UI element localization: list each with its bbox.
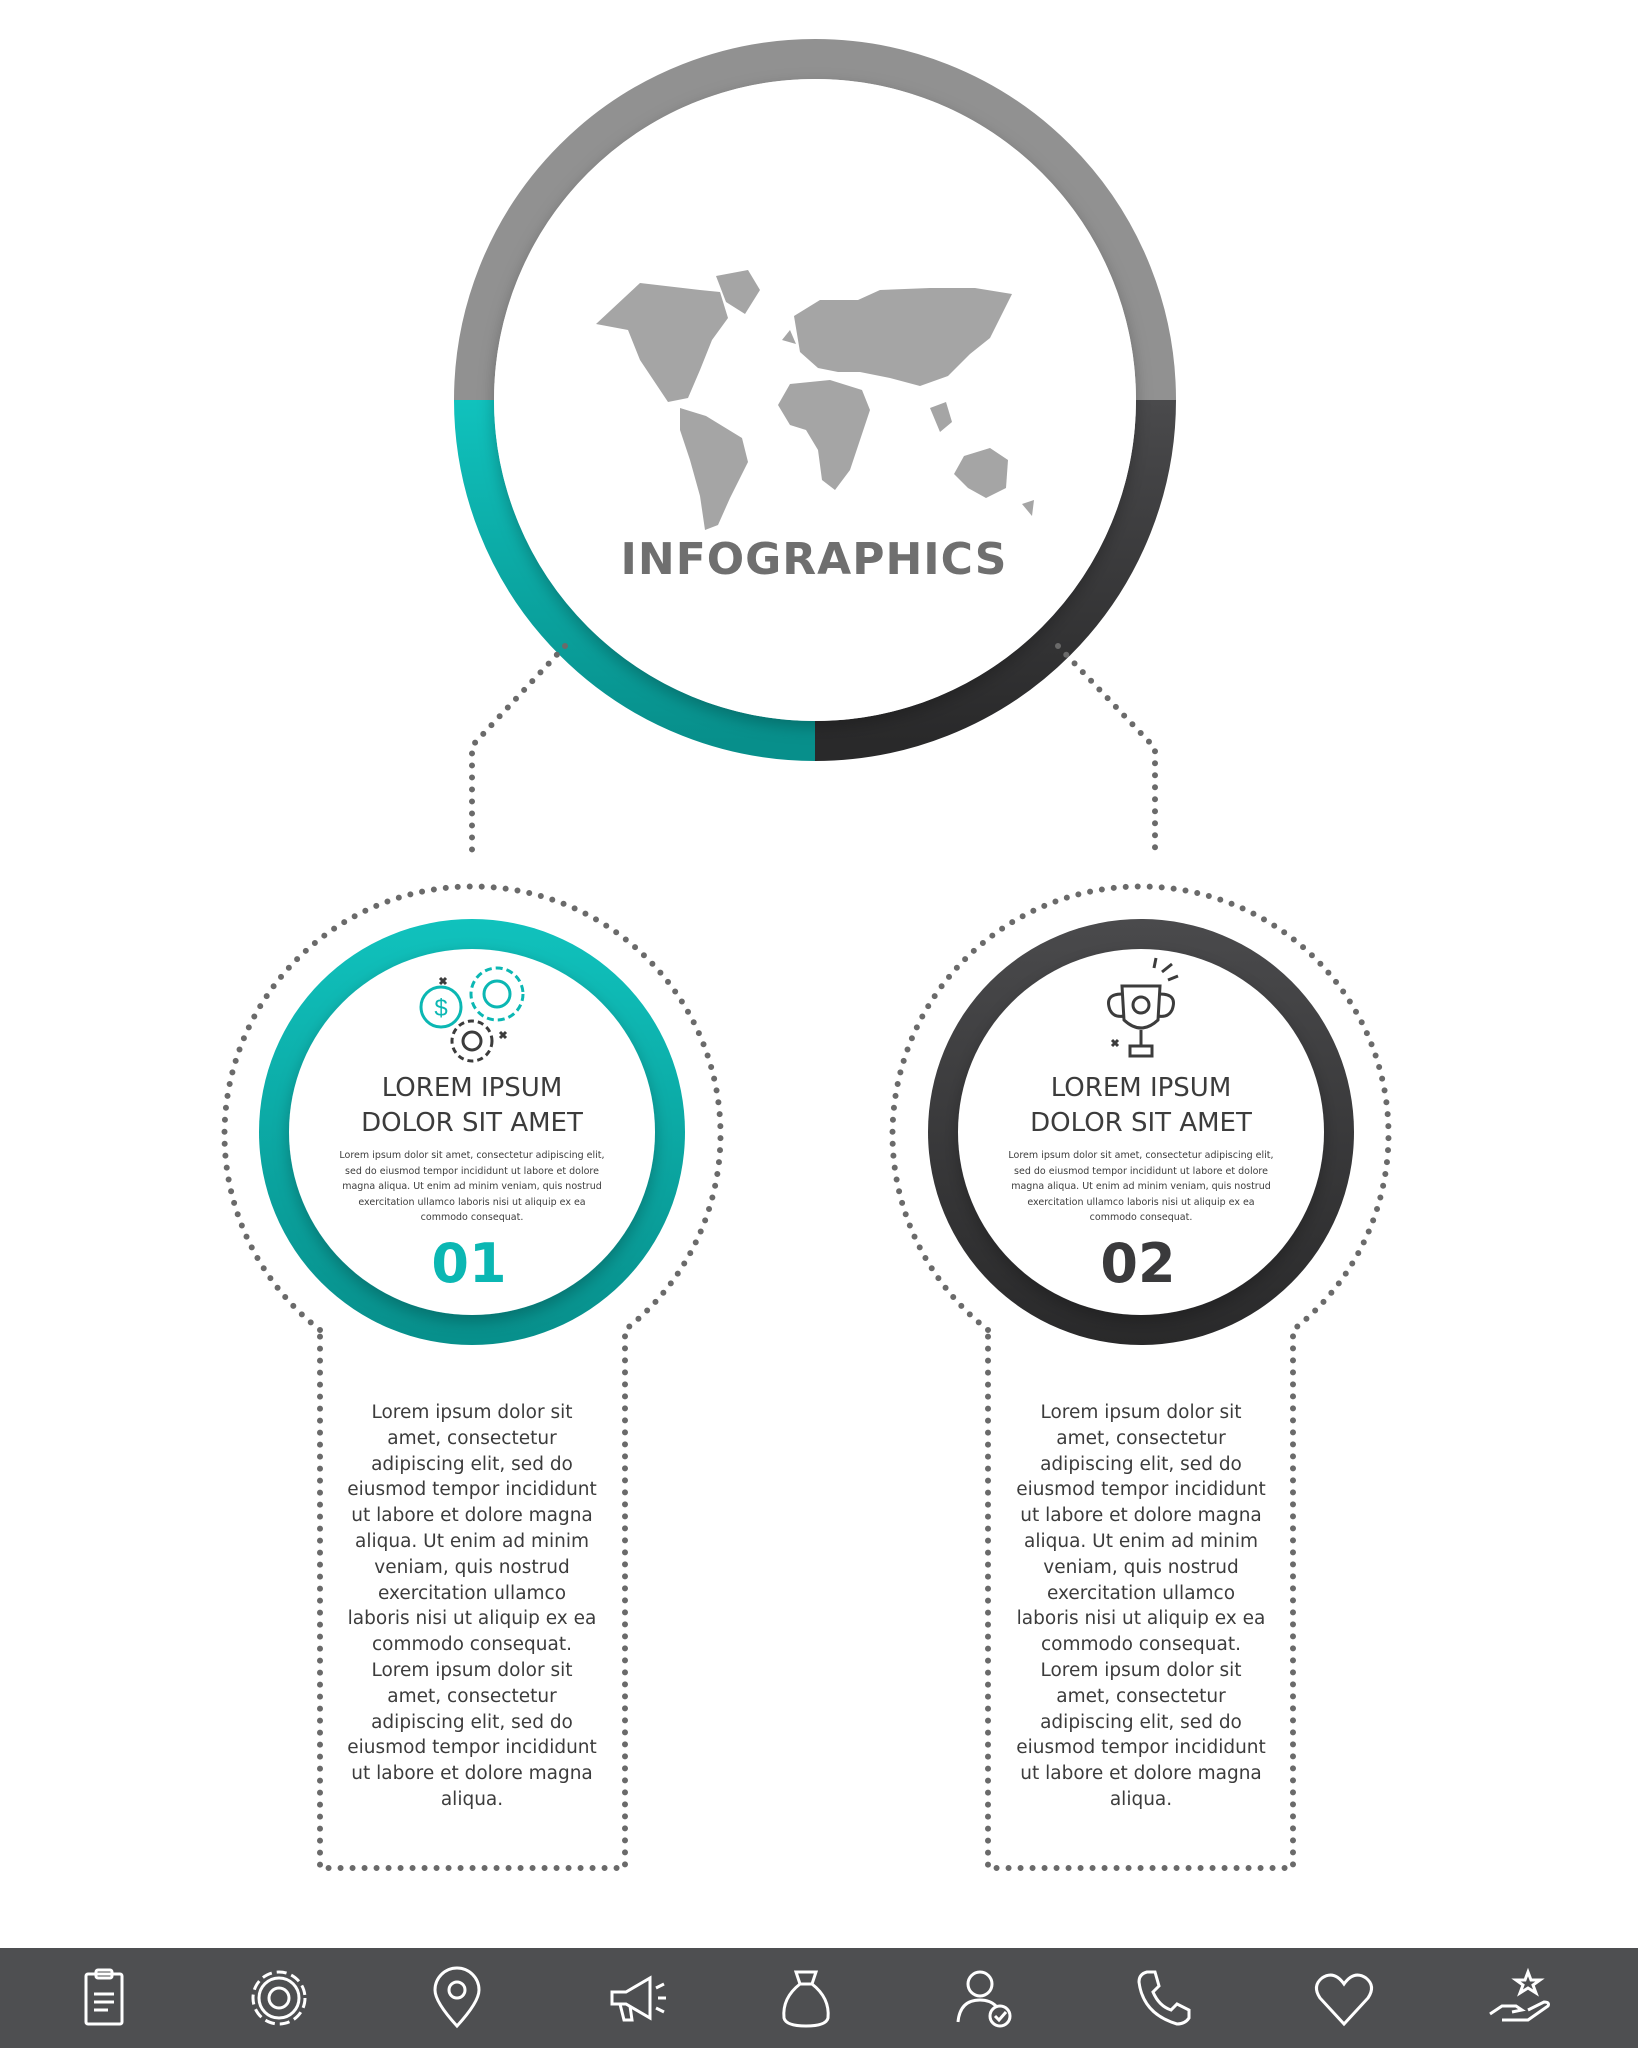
card-1-title (322, 1071, 622, 1141)
main-title: INFOGRAPHICS (620, 534, 1008, 585)
phone-icon[interactable] (1127, 1962, 1199, 2034)
clipboard-icon[interactable] (68, 1962, 140, 2034)
money-bag-icon[interactable] (770, 1962, 842, 2034)
card-2-long-text: Lorem ipsum dolor sit amet, consectetur adipiscing elit, sed do eiusmod tempor incididunt ut labore et dolore magna aliqua. Ut enim ad minim veniam, quis nostrud exercitation ullamco laboris nisi ut aliquip ex ea commodo consequat. Lorem ipsum dolor sit amet, consectetur adipiscing elit, sed do eiusmod tempor incididunt ut labore et dolore magna aliqua. (1016, 1402, 1266, 1810)
user-check-icon[interactable] (948, 1962, 1020, 2034)
megaphone-icon[interactable] (600, 1962, 672, 2034)
card-1-title-line1: LOREM IPSUM (381, 1073, 563, 1103)
card-2-number: 02 (1100, 1232, 1176, 1295)
card-2-title (991, 1071, 1291, 1141)
hand-star-icon[interactable] (1484, 1962, 1556, 2034)
card-1-long-text: Lorem ipsum dolor sit amet, consectetur adipiscing elit, sed do eiusmod tempor incididunt ut labore et dolore magna aliqua. Ut enim ad minim veniam, quis nostrud exercitation ullamco laboris nisi ut aliquip ex ea commodo consequat. Lorem ipsum dolor sit amet, consectetur adipiscing elit, sed do eiusmod tempor incididunt ut labore et dolore magna aliqua. (347, 1402, 597, 1810)
card-1-title-line2: DOLOR SIT AMET (361, 1108, 583, 1138)
svg-text:$: $ (434, 995, 448, 1022)
card-2-description: Lorem ipsum dolor sit amet, consectetur adipiscing elit, sed do eiusmod tempor incididunt ut labore et dolore magna aliqua. Ut enim ad minim veniam, quis nostrud exercitation ullamco laboris nisi ut aliquip ex ea commodo consequat. (1008, 1150, 1274, 1223)
heart-icon[interactable] (1308, 1962, 1380, 2034)
card-1-number: 01 (431, 1232, 507, 1295)
connector-right (1058, 646, 1155, 858)
card-1-description: Lorem ipsum dolor sit amet, consectetur adipiscing elit, sed do eiusmod tempor incididunt ut labore et dolore magna aliqua. Ut enim ad minim veniam, quis nostrud exercitation ullamco laboris nisi ut aliquip ex ea commodo consequat. (339, 1150, 605, 1223)
gear-icon[interactable] (243, 1962, 315, 2034)
location-pin-icon[interactable] (421, 1962, 493, 2034)
card-2-title-line2: DOLOR SIT AMET (1030, 1108, 1252, 1138)
connector-left (472, 646, 565, 858)
card-2-title-line1: LOREM IPSUM (1050, 1073, 1232, 1103)
